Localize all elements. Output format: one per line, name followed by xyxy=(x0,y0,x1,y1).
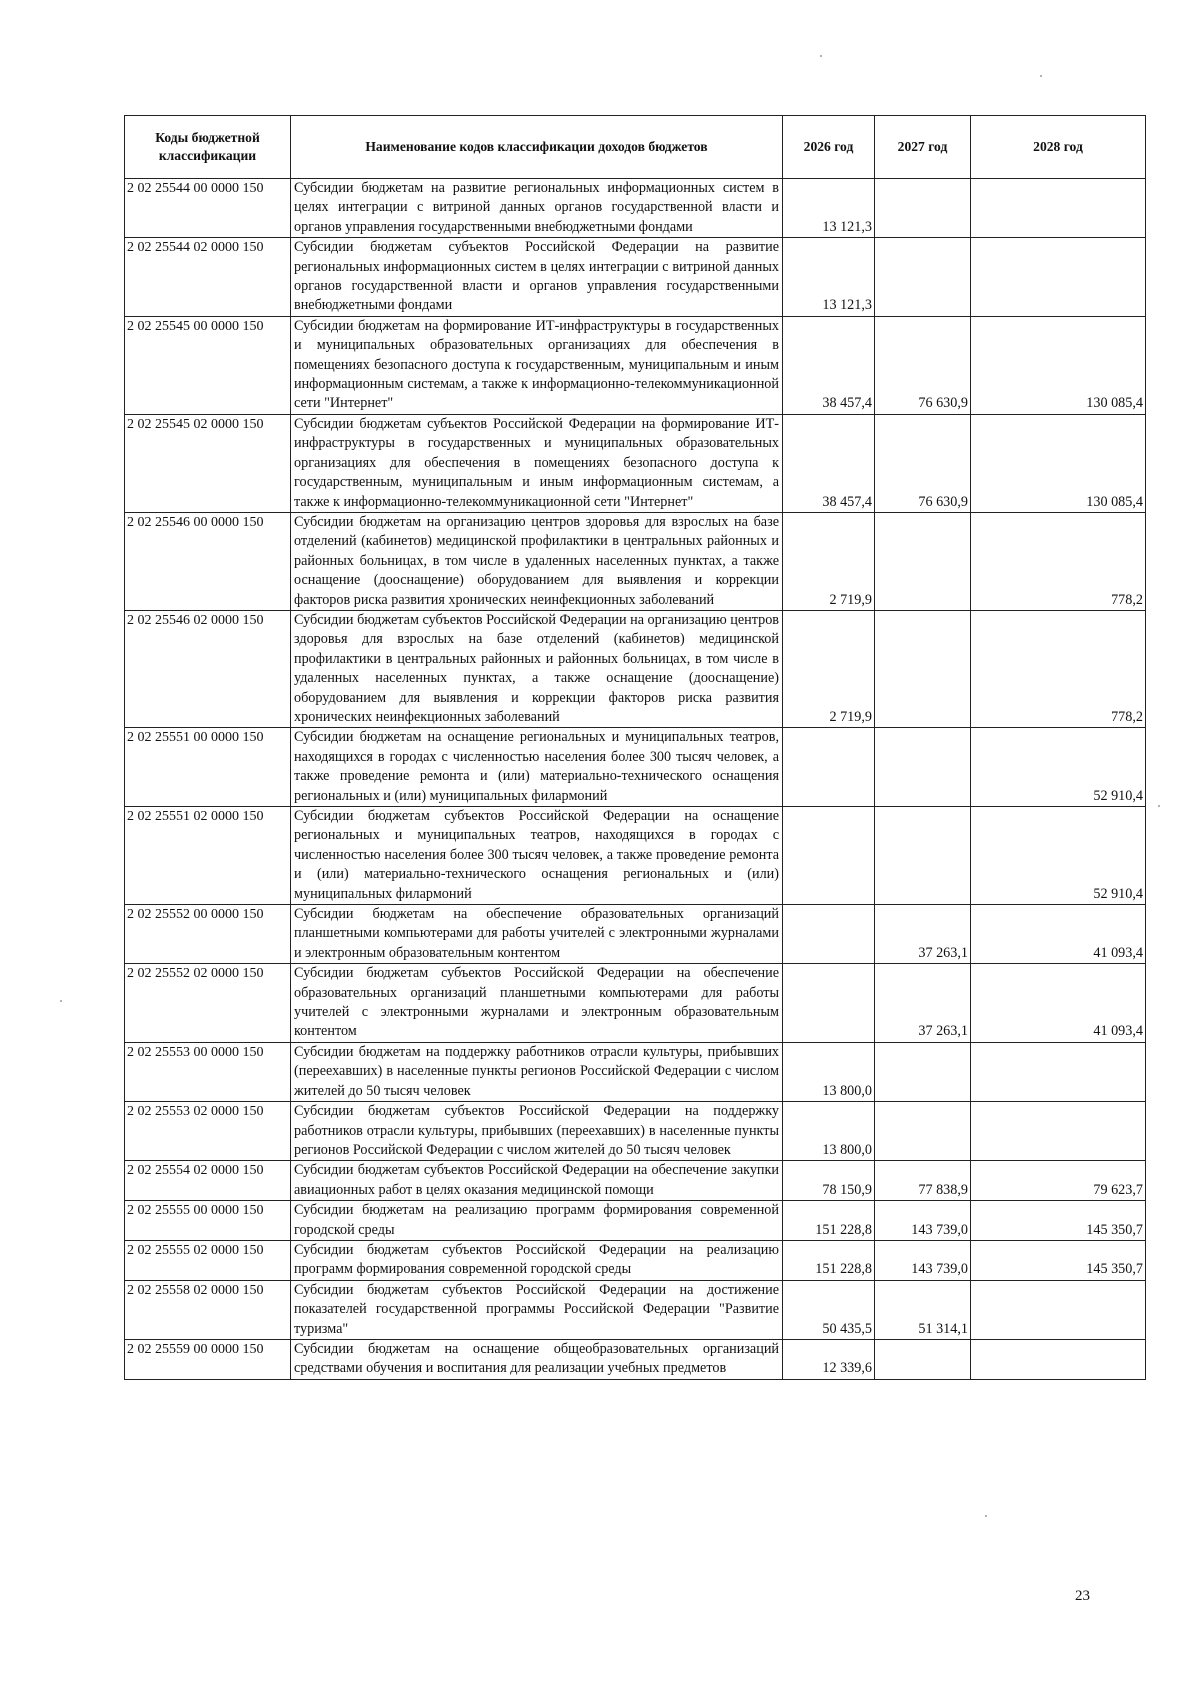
row-code: 2 02 25544 02 0000 150 xyxy=(125,238,291,317)
row-name: Субсидии бюджетам субъектов Российской Федерации на формирование ИТ-инфраструктуры в государственных и муниципальных образовательных организациях для обеспечения в помещениях безопасного доступа к государственным, муниципальным и иным информационным системам, а также к информационно-телекоммуникационной сети "Интернет" xyxy=(291,414,783,512)
row-value-2026: 38 457,4 xyxy=(783,316,875,414)
row-code: 2 02 25558 02 0000 150 xyxy=(125,1280,291,1339)
header-2027: 2027 год xyxy=(875,116,971,179)
table-row xyxy=(125,414,1146,512)
table-row xyxy=(125,728,1146,807)
row-value-2027 xyxy=(875,1042,971,1101)
row-value-2026 xyxy=(783,728,875,807)
table-header-row xyxy=(125,116,1146,179)
row-value-2028: 52 910,4 xyxy=(971,728,1146,807)
row-value-2027: 76 630,9 xyxy=(875,414,971,512)
row-code: 2 02 25554 02 0000 150 xyxy=(125,1161,291,1201)
row-value-2028: 778,2 xyxy=(971,512,1146,610)
header-name: Наименование кодов классификации доходов бюджетов xyxy=(291,116,783,179)
row-value-2027 xyxy=(875,807,971,905)
row-code: 2 02 25555 00 0000 150 xyxy=(125,1201,291,1241)
row-value-2028: 52 910,4 xyxy=(971,807,1146,905)
row-value-2027: 51 314,1 xyxy=(875,1280,971,1339)
row-value-2028: 79 623,7 xyxy=(971,1161,1146,1201)
table-row xyxy=(125,807,1146,905)
row-value-2026: 38 457,4 xyxy=(783,414,875,512)
table-row xyxy=(125,1042,1146,1101)
row-code: 2 02 25546 00 0000 150 xyxy=(125,512,291,610)
table-row xyxy=(125,610,1146,727)
table-row xyxy=(125,179,1146,238)
row-value-2028: 145 350,7 xyxy=(971,1240,1146,1280)
row-name: Субсидии бюджетам на организацию центров здоровья для взрослых на базе отделений (кабинетов) медицинской профилактики в центральных районных и районных больницах, в том числе в удаленных населенных пунктах, а также оснащение (дооснащение) оборудованием для выявления и коррекции факторов риска развития хронических неинфекционных заболеваний xyxy=(291,512,783,610)
row-value-2027 xyxy=(875,512,971,610)
row-value-2026: 151 228,8 xyxy=(783,1240,875,1280)
row-value-2026 xyxy=(783,964,875,1043)
row-value-2026: 2 719,9 xyxy=(783,610,875,727)
row-value-2027 xyxy=(875,610,971,727)
scan-speck xyxy=(60,1000,62,1002)
row-value-2026: 78 150,9 xyxy=(783,1161,875,1201)
row-name: Субсидии бюджетам субъектов Российской Федерации на обеспечение образовательных организаций планшетными компьютерами для работы учителей с электронными журналами и электронным образовательным контентом xyxy=(291,964,783,1043)
row-name: Субсидии бюджетам субъектов Российской Федерации на поддержку работников отрасли культуры, прибывших (переехавших) в населенные пункты регионов Российской Федерации с числом жителей до 50 тысяч человек xyxy=(291,1102,783,1161)
row-code: 2 02 25559 00 0000 150 xyxy=(125,1339,291,1379)
row-value-2027: 143 739,0 xyxy=(875,1240,971,1280)
row-name: Субсидии бюджетам субъектов Российской Федерации на развитие региональных информационных систем в целях интеграции с витриной данных органов государственной власти и органов управления государственными внебюджетными фондами xyxy=(291,238,783,317)
scan-speck xyxy=(820,55,822,57)
row-name: Субсидии бюджетам на формирование ИТ-инфраструктуры в государственных и муниципальных образовательных организациях для обеспечения в помещениях безопасного доступа к государственным, муниципальным и иным информационным системам, а также к информационно-телекоммуникационной сети "Интернет" xyxy=(291,316,783,414)
scan-speck xyxy=(985,1515,987,1517)
page-number: 23 xyxy=(1075,1588,1090,1604)
row-name: Субсидии бюджетам субъектов Российской Федерации на организацию центров здоровья для взрослых на базе отделений (кабинетов) медицинской профилактики в центральных районных и районных больницах, в том числе в удаленных населенных пунктах, а также оснащение (дооснащение) оборудованием для выявления и коррекции факторов риска развития хронических неинфекционных заболеваний xyxy=(291,610,783,727)
row-name: Субсидии бюджетам субъектов Российской Федерации на оснащение региональных и муниципальных театров, находящихся в городах с численностью населения более 300 тысяч человек, а также проведение ремонта и (или) материально-технического оснащения региональных и (или) муниципальных филармоний xyxy=(291,807,783,905)
budget-income-table xyxy=(124,115,1146,1380)
row-value-2027: 143 739,0 xyxy=(875,1201,971,1241)
table-row xyxy=(125,905,1146,964)
row-value-2026: 50 435,5 xyxy=(783,1280,875,1339)
table-row xyxy=(125,964,1146,1043)
row-name: Субсидии бюджетам на поддержку работников отрасли культуры, прибывших (переехавших) в населенные пункты регионов Российской Федерации с числом жителей до 50 тысяч человек xyxy=(291,1042,783,1101)
row-code: 2 02 25545 02 0000 150 xyxy=(125,414,291,512)
row-value-2028 xyxy=(971,1042,1146,1101)
row-value-2028 xyxy=(971,1102,1146,1161)
row-code: 2 02 25551 02 0000 150 xyxy=(125,807,291,905)
row-name: Субсидии бюджетам субъектов Российской Федерации на обеспечение закупки авиационных работ в целях оказания медицинской помощи xyxy=(291,1161,783,1201)
row-value-2027 xyxy=(875,728,971,807)
table-row xyxy=(125,1102,1146,1161)
row-name: Субсидии бюджетам на обеспечение образовательных организаций планшетными компьютерами для работы учителей с электронными журналами и электронным образовательным контентом xyxy=(291,905,783,964)
row-value-2028 xyxy=(971,238,1146,317)
row-value-2028: 778,2 xyxy=(971,610,1146,727)
table-row xyxy=(125,1161,1146,1201)
row-value-2028: 145 350,7 xyxy=(971,1201,1146,1241)
row-value-2028: 41 093,4 xyxy=(971,905,1146,964)
header-2028: 2028 год xyxy=(971,116,1146,179)
row-value-2027 xyxy=(875,238,971,317)
table-row xyxy=(125,1201,1146,1241)
header-code: Коды бюджетной классификации xyxy=(125,116,291,179)
row-value-2026 xyxy=(783,905,875,964)
row-value-2028: 130 085,4 xyxy=(971,414,1146,512)
row-value-2027 xyxy=(875,1339,971,1379)
row-value-2028: 130 085,4 xyxy=(971,316,1146,414)
row-code: 2 02 25555 02 0000 150 xyxy=(125,1240,291,1280)
row-value-2027: 37 263,1 xyxy=(875,964,971,1043)
header-2026: 2026 год xyxy=(783,116,875,179)
row-name: Субсидии бюджетам на реализацию программ формирования современной городской среды xyxy=(291,1201,783,1241)
row-value-2026: 13 800,0 xyxy=(783,1042,875,1101)
row-value-2026: 13 121,3 xyxy=(783,179,875,238)
row-code: 2 02 25551 00 0000 150 xyxy=(125,728,291,807)
row-value-2027: 37 263,1 xyxy=(875,905,971,964)
row-value-2028 xyxy=(971,179,1146,238)
table-row xyxy=(125,316,1146,414)
scan-speck xyxy=(1158,805,1160,807)
row-code: 2 02 25544 00 0000 150 xyxy=(125,179,291,238)
table-row xyxy=(125,1240,1146,1280)
table-row xyxy=(125,1339,1146,1379)
row-value-2027 xyxy=(875,1102,971,1161)
row-value-2027 xyxy=(875,179,971,238)
row-value-2026: 13 121,3 xyxy=(783,238,875,317)
row-value-2027: 76 630,9 xyxy=(875,316,971,414)
row-value-2028: 41 093,4 xyxy=(971,964,1146,1043)
row-name: Субсидии бюджетам на развитие региональных информационных систем в целях интеграции с витриной данных органов государственной власти и органов управления государственными внебюджетными фондами xyxy=(291,179,783,238)
row-value-2028 xyxy=(971,1280,1146,1339)
row-code: 2 02 25553 00 0000 150 xyxy=(125,1042,291,1101)
table-row xyxy=(125,1280,1146,1339)
table-row xyxy=(125,512,1146,610)
row-name: Субсидии бюджетам на оснащение общеобразовательных организаций средствами обучения и воспитания для реализации учебных предметов xyxy=(291,1339,783,1379)
row-name: Субсидии бюджетам на оснащение региональных и муниципальных театров, находящихся в городах с численностью населения более 300 тысяч человек, а также проведение ремонта и (или) материально-технического оснащения региональных и (или) муниципальных филармоний xyxy=(291,728,783,807)
scan-speck xyxy=(1040,75,1042,77)
row-code: 2 02 25552 02 0000 150 xyxy=(125,964,291,1043)
row-name: Субсидии бюджетам субъектов Российской Федерации на достижение показателей государственной программы Российской Федерации "Развитие туризма" xyxy=(291,1280,783,1339)
table-row xyxy=(125,238,1146,317)
row-value-2026 xyxy=(783,807,875,905)
row-code: 2 02 25552 00 0000 150 xyxy=(125,905,291,964)
row-value-2026: 13 800,0 xyxy=(783,1102,875,1161)
row-value-2026: 12 339,6 xyxy=(783,1339,875,1379)
row-code: 2 02 25553 02 0000 150 xyxy=(125,1102,291,1161)
row-value-2026: 151 228,8 xyxy=(783,1201,875,1241)
row-value-2028 xyxy=(971,1339,1146,1379)
row-code: 2 02 25546 02 0000 150 xyxy=(125,610,291,727)
row-value-2027: 77 838,9 xyxy=(875,1161,971,1201)
row-code: 2 02 25545 00 0000 150 xyxy=(125,316,291,414)
row-value-2026: 2 719,9 xyxy=(783,512,875,610)
row-name: Субсидии бюджетам субъектов Российской Федерации на реализацию программ формирования современной городской среды xyxy=(291,1240,783,1280)
